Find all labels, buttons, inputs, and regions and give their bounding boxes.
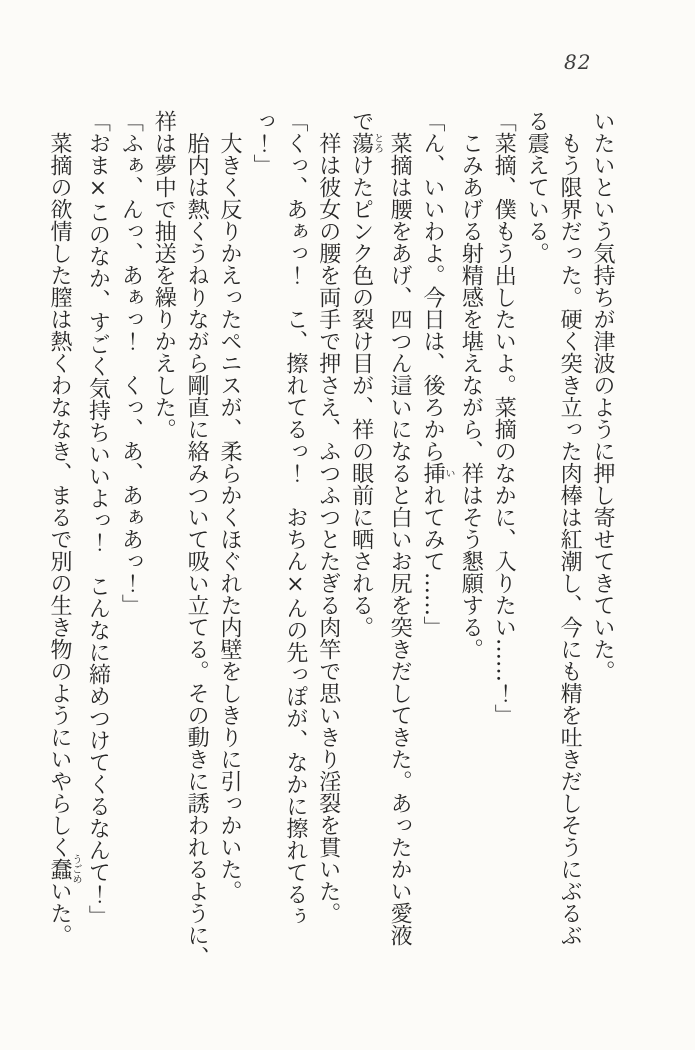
ruby-annotated-kanji: 蠢うごめ [47, 854, 81, 884]
text-column: 祥は夢中で抽送を繰りかえした。 [151, 110, 177, 440]
text-column: 「菜摘、僕もう出したいよ。菜摘のなかに、入りたい……！」 [491, 110, 517, 726]
text-column: 「ん、いいわよ。今日は、後ろから挿いれてみて……」 [419, 110, 454, 638]
text-block [42, 110, 618, 968]
text-column: いたいという気持ちが津波のように押し寄せてきていた。 [590, 110, 615, 682]
text-column: っ！」 [249, 110, 275, 176]
text-column: る震えている。 [524, 110, 550, 264]
text-column: 菜摘の欲情した膣は熱くわななき、まるで別の生き物のようにいやらしく蠢うごめいた。 [47, 132, 81, 946]
text-column: こみあげる射精感を堪えながら、祥はそう懇願する。 [458, 132, 484, 660]
text-column: 「くっ、あぁっ！ こ、擦れてるっ！ おちん×んの先っぽが、なかに擦れてるぅ [282, 110, 308, 927]
text-column: 胎内は熱くうねりながら剛直に絡みついて吸い立てる。その動きに誘われるように、 [184, 132, 210, 968]
text-column: 祥は彼女の腰を両手で押さえ、ふつふつとたぎる肉竿で思いきり淫裂を貫いた。 [315, 132, 341, 924]
ruby-annotated-kanji: 蕩とろ [348, 132, 383, 154]
text-column: 「ふぁ、んっ、あぁっ！ くっ、あ、あぁあっ！」 [118, 110, 144, 616]
text-column: 大きく反りかえったペニスが、柔らかくほぐれた内壁をしきりに引っかいた。 [217, 132, 243, 902]
text-column: 菜摘は腰をあげ、四つん這いになると白いお尻を突きだしてきた。あったかい愛液 [387, 132, 413, 946]
ruby-annotated-kanji: 挿い [419, 462, 454, 484]
page-number: 82 [564, 50, 592, 74]
text-column: もう限界だった。硬く突き立った肉棒は紅潮し、今にも精を吐きだしそうにぶるぶ [557, 132, 583, 946]
text-column: 「おま×このなか、すごく気持ちいいよっ！ こんなに締めつけてくるなんて！」 [85, 110, 111, 927]
text-column: で蕩とろけたピンク色の裂け目が、祥の眼前に晒される。 [348, 110, 383, 638]
